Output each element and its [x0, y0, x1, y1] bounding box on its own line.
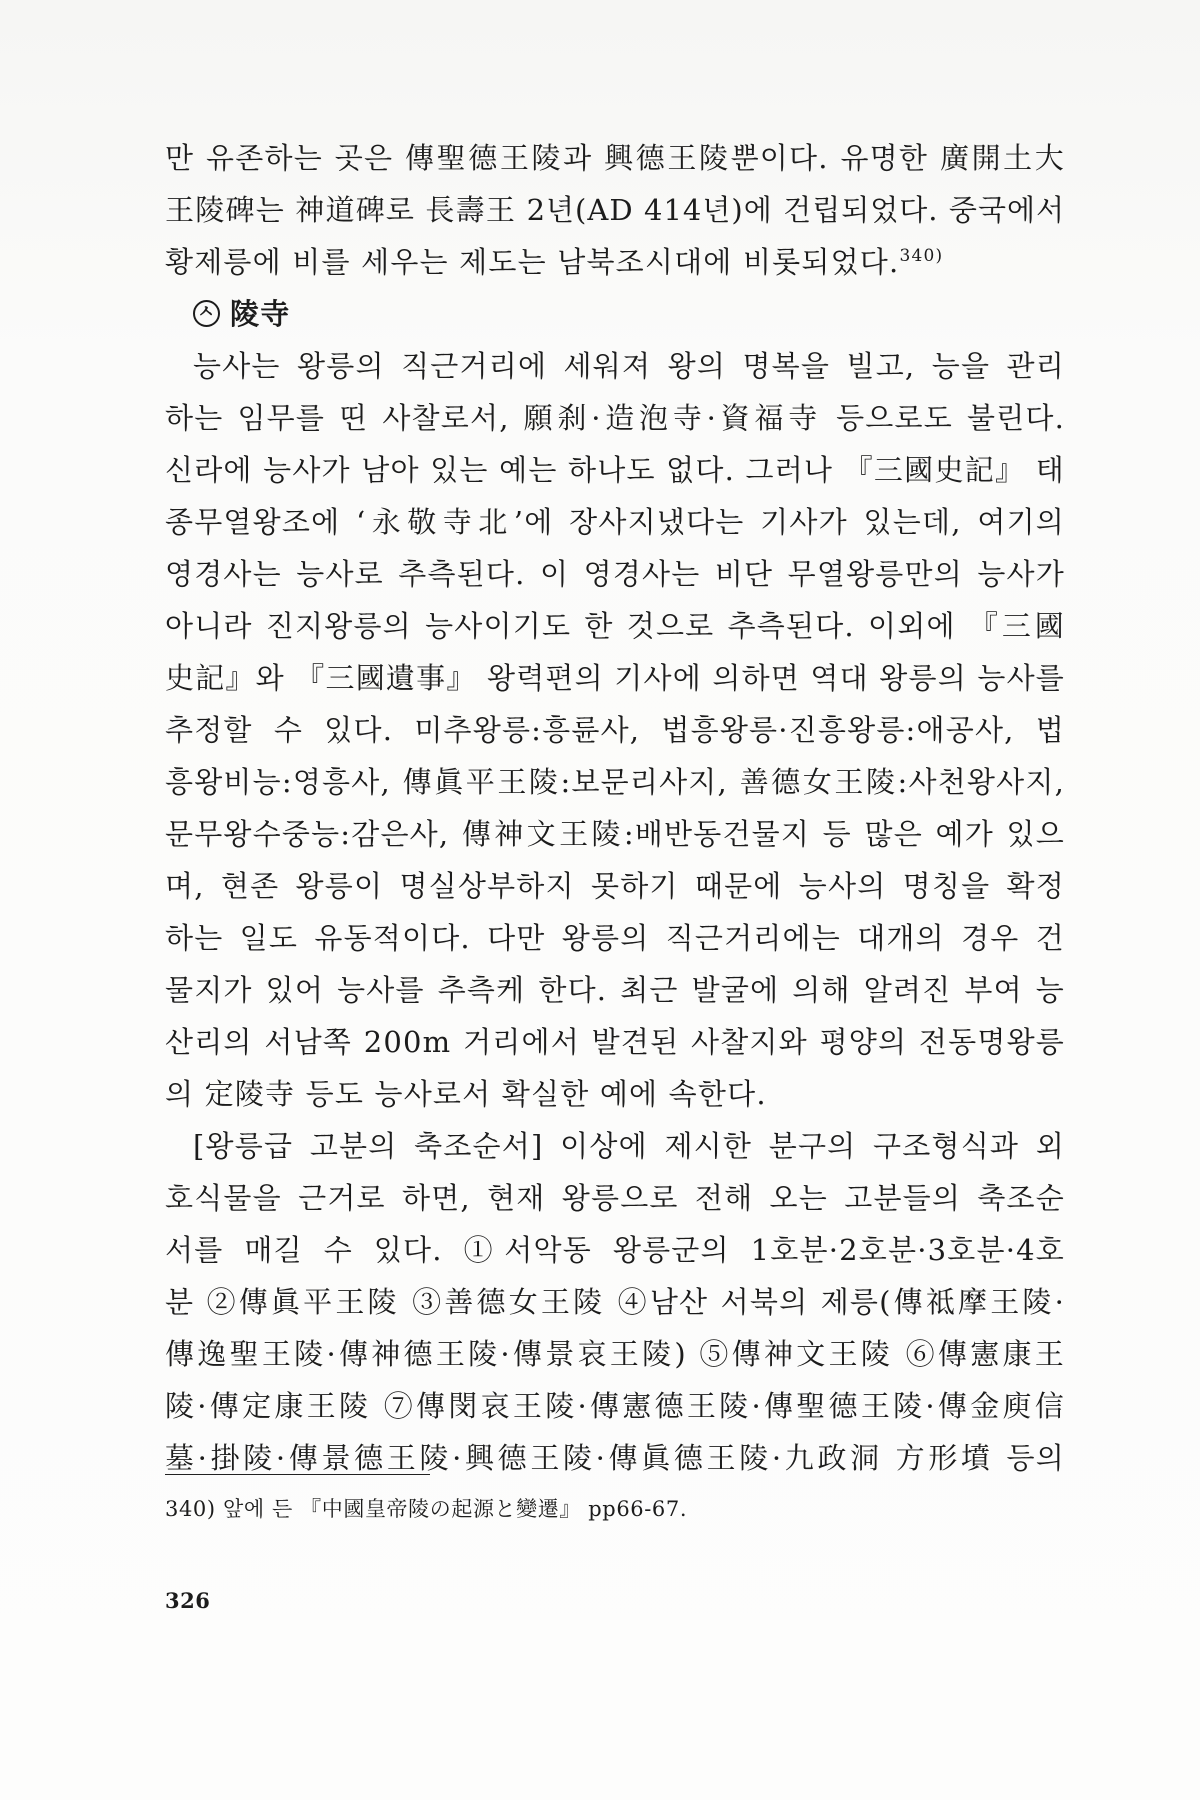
- text-line: 종무열왕조에 ‘永敬寺北’에 장사지냈다는 기사가 있는데, 여기의: [165, 505, 1065, 539]
- section-title: 陵寺: [230, 297, 291, 331]
- text-line: 陵·傳定康王陵 ⑦傳閔哀王陵·傳憲德王陵·傳聖德王陵·傳金庾信: [165, 1389, 1065, 1423]
- text-line: 능사는 왕릉의 직근거리에 세워져 왕의 명복을 빌고, 능을 관리: [193, 349, 1065, 383]
- text-line: 산리의 서남쪽 200m 거리에서 발견된 사찰지와 평양의 전동명왕릉: [165, 1025, 1065, 1059]
- footnote: 340) 앞에 든 『中國皇帝陵の起源と變遷』 pp66-67.: [165, 1497, 688, 1521]
- text-line: 아니라 진지왕릉의 능사이기도 한 것으로 추측된다. 이외에 『三國: [165, 609, 1065, 643]
- text-line: 史記』와 『三國遺事』 왕력편의 기사에 의하면 역대 왕릉의 능사를: [165, 661, 1065, 695]
- text-line: [165, 236, 1065, 288]
- text-line: 傳逸聖王陵·傳神德王陵·傳景哀王陵) ⑤傳神文王陵 ⑥傳憲康王: [165, 1337, 1065, 1371]
- body-text: [165, 132, 1065, 1484]
- text-line: 물지가 있어 능사를 추측케 한다. 최근 발굴에 의해 알려진 부여 능: [165, 973, 1065, 1007]
- page-number: 326: [165, 1588, 211, 1613]
- text-line: 문무왕수중능:감은사, 傳神文王陵:배반동건물지 등 많은 예가 있으: [165, 817, 1065, 851]
- text-line: 만 유존하는 곳은 傳聖德王陵과 興德王陵뿐이다. 유명한 廣開土大: [165, 141, 1065, 175]
- text-line: [왕릉급 고분의 축조순서] 이상에 제시한 분구의 구조형식과 외: [193, 1129, 1065, 1163]
- text-line: 호식물을 근거로 하면, 현재 왕릉으로 전해 오는 고분들의 축조순: [165, 1181, 1065, 1215]
- circled-siot-marker: ㅅ: [193, 300, 220, 327]
- text-line: 흥왕비능:영흥사, 傳眞平王陵:보문리사지, 善德女王陵:사천왕사지,: [165, 765, 1065, 799]
- text-line: 며, 현존 왕릉이 명실상부하지 못하기 때문에 능사의 명칭을 확정: [165, 869, 1065, 903]
- text-line: 추정할 수 있다. 미추왕릉:흥륜사, 법흥왕릉·진흥왕릉:애공사, 법: [165, 713, 1065, 747]
- text-line: 신라에 능사가 남아 있는 예는 하나도 없다. 그러나 『三國史記』 태: [165, 453, 1065, 487]
- text-line: 의 定陵寺 등도 능사로서 확실한 예에 속한다.: [165, 1077, 767, 1111]
- text-line: 하는 임무를 띤 사찰로서, 願刹·造泡寺·資福寺 등으로도 불린다.: [165, 401, 1065, 435]
- text-line-content: 황제릉에 비를 세우는 제도는 남북조시대에 비롯되었다.: [165, 245, 900, 279]
- footnote-divider: [165, 1474, 430, 1475]
- text-line: 王陵碑는 神道碑로 長壽王 2년(AD 414년)에 건립되었다. 중국에서: [165, 193, 1065, 227]
- text-line: 분 ②傳眞平王陵 ③善德女王陵 ④남산 서북의 제릉(傳祗摩王陵·: [165, 1285, 1065, 1319]
- text-line: 서를 매길 수 있다. ①서악동 왕릉군의 1호분·2호분·3호분·4호: [165, 1233, 1065, 1267]
- text-line: 하는 일도 유동적이다. 다만 왕릉의 직근거리에는 대개의 경우 건: [165, 921, 1065, 955]
- footnote-reference: 340): [899, 246, 944, 266]
- text-line: 墓·掛陵·傳景德王陵·興德王陵·傳眞德王陵·九政洞 方形墳 등의: [165, 1441, 1065, 1475]
- section-heading: [165, 288, 1065, 340]
- text-line: 영경사는 능사로 추측된다. 이 영경사는 비단 무열왕릉만의 능사가: [165, 557, 1065, 591]
